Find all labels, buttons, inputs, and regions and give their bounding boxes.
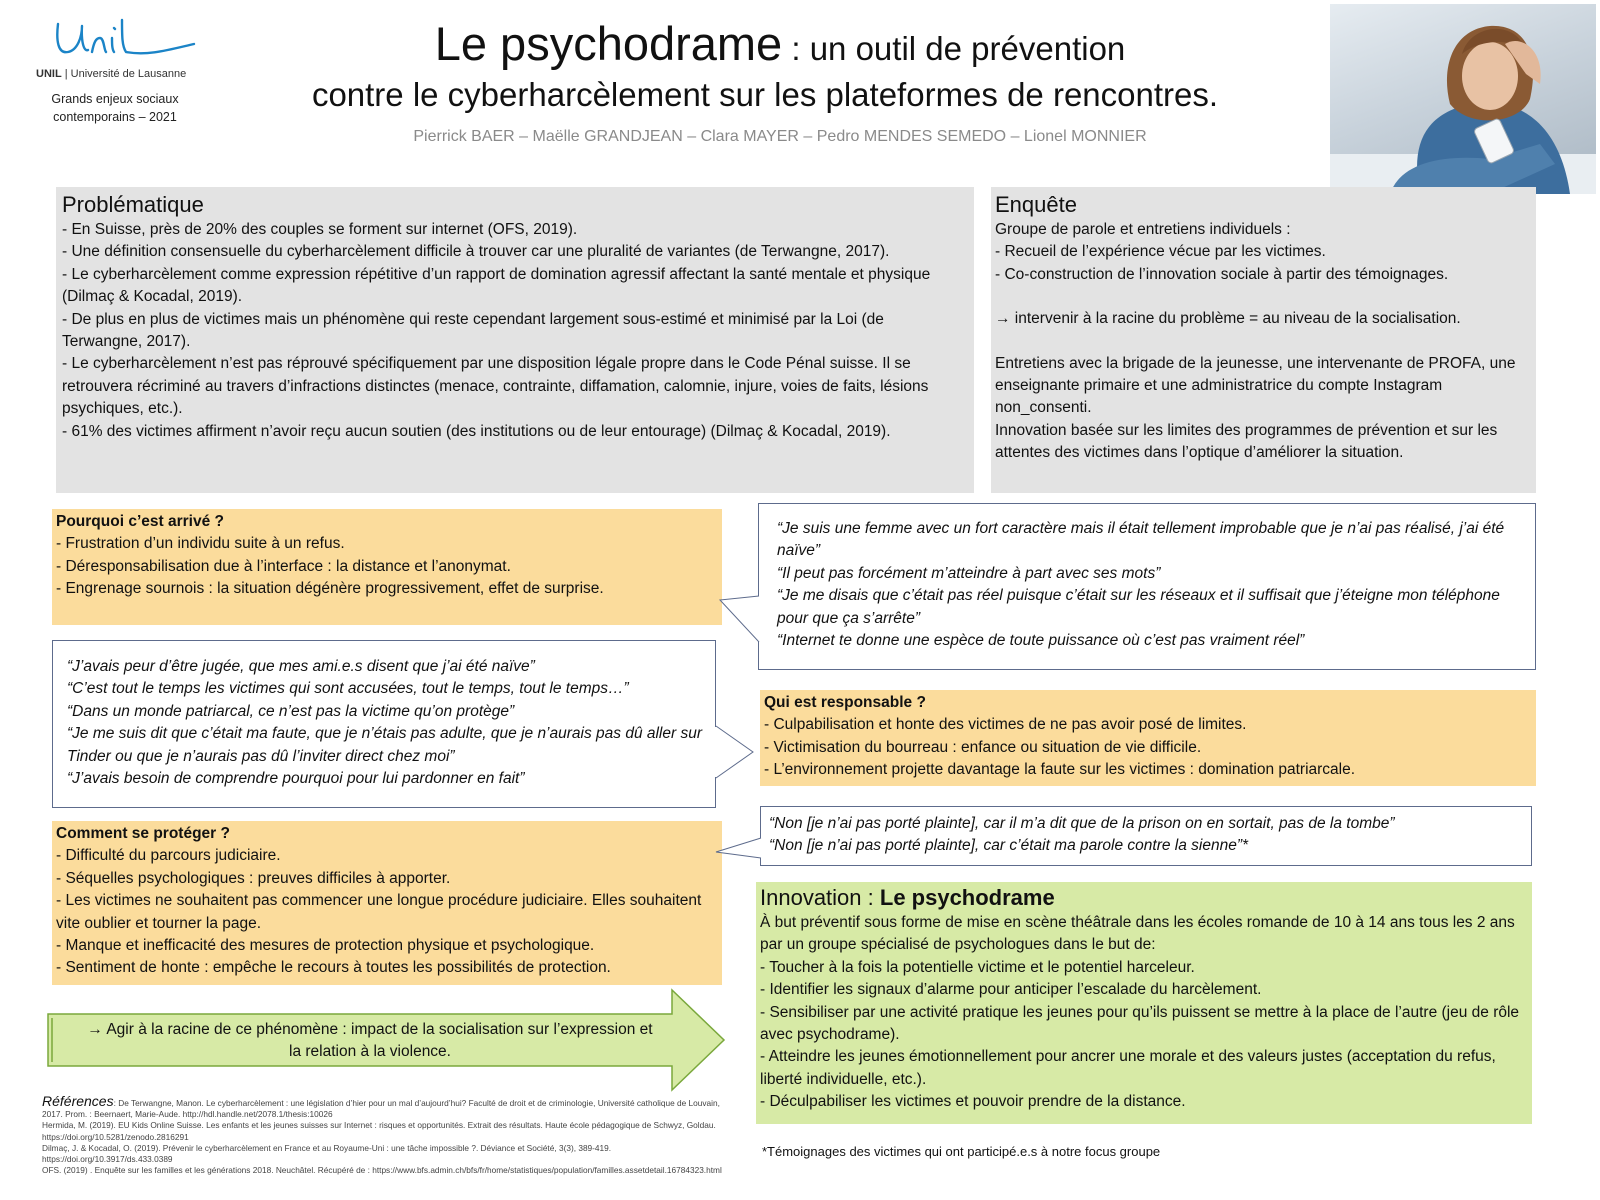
- enquete-heading: Enquête: [995, 192, 1077, 217]
- title-main: Le psychodrame: [434, 17, 783, 70]
- innovation-box: [756, 882, 1532, 1124]
- footnote: *Témoignages des victimes qui ont participé.e.s à notre focus groupe: [762, 1144, 1161, 1159]
- pourquoi-heading: Pourquoi c’est arrivé ?: [56, 513, 224, 530]
- unil-logo-mark: [48, 16, 198, 66]
- proteger-box: [52, 821, 722, 985]
- innovation-item: - Atteindre les jeunes émotionnellement pour ancrer une morale et des valeurs justes (acceptation du refus, liberté individuelle, etc.).: [760, 1048, 1496, 1088]
- quote-item: “C’est tout le temps les victimes qui sont accusées, tout le temps, tout le temps…”: [67, 680, 629, 698]
- pourquoi-item: - Déresponsabilisation due à l’interface : la distance et l’anonymat.: [56, 557, 511, 575]
- references-heading: Références: [42, 1093, 114, 1109]
- callout-pointer-3: [714, 834, 762, 864]
- reference-item: Dilmaç, J. & Kocadal, O. (2019). Prévenir le cyberharcèlement en France et au Royaume-Uni : une tâche impossible ?. Déviance et Société, 3(3), 389-419. https://doi.org/10.3917/ds.433.0389: [42, 1142, 612, 1165]
- course-line-1: Grands enjeux sociaux: [51, 92, 179, 106]
- unil-abbr: UNIL: [36, 68, 62, 80]
- quote-item: “Je suis une femme avec un fort caractère mais il était tellement improbable que je n’ai pas réalisé, j’ai été naïve”: [777, 520, 1505, 560]
- innovation-item: - Toucher à la fois la potentielle victime et le potentiel harceleur.: [760, 958, 1195, 976]
- problematique-item: - De plus en plus de victimes mais un phénomène qui reste cependant largement sous-estimé et minimisé par la Loi (de Terwangne, 2017).: [62, 310, 884, 351]
- responsable-item: - Victimisation du bourreau : enfance ou situation de vie difficile.: [764, 738, 1202, 756]
- pourquoi-box: [52, 509, 722, 625]
- quote-item: “Dans un monde patriarcal, ce n’est pas la victime qu’on protège”: [67, 702, 515, 720]
- unil-logo-text: [36, 68, 186, 80]
- unil-separator: |: [61, 68, 71, 80]
- quote-item: “J’avais besoin de comprendre pourquoi pour lui pardonner en fait”: [67, 770, 525, 788]
- enquete-arrow-line: → intervenir à la racine du problème = au niveau de la socialisation.: [995, 310, 1461, 328]
- proteger-item: - Séquelles psychologiques : preuves difficiles à apporter.: [56, 869, 451, 887]
- references: [42, 1093, 732, 1176]
- reference-item: : De Terwangne, Manon. Le cyberharcèlement : une législation d’hier pour un mal d’aujourd’hui? Faculté de droit et de criminologie, Université catholique de Louvain, 2017. Prom. : Beernaert, Marie-Aude. http://hdl.handle.net/2078.1/thesis:10026: [42, 1098, 720, 1120]
- problematique-item: - En Suisse, près de 20% des couples se forment sur internet (OFS, 2019).: [62, 221, 578, 238]
- quote-item: “Je me suis dit que c’était ma faute, que je n’étais pas adulte, que je n’aurais pas dû aller sur Tinder ou que je n’aurais pas dû l’inviter direct chez moi”: [67, 725, 703, 765]
- proteger-item: - Sentiment de honte : empêche le recours à toutes les possibilités de protection.: [56, 959, 611, 977]
- problematique-item: - Une définition consensuelle du cyberharcèlement difficile à trouver car une pluralité de variantes (de Terwangne, 2017).: [62, 243, 890, 261]
- unil-name: Université de Lausanne: [70, 68, 187, 80]
- title-rest: : un outil de prévention: [782, 30, 1126, 67]
- problematique-item: - Le cyberharcèlement comme expression répétitive d’un rapport de domination agressif affectant la santé mentale et physique (Dilmaç & Kocadal, 2019).: [62, 265, 931, 306]
- enquete-para-1: Entretiens avec la brigade de la jeunesse, une intervenante de PROFA, une enseignante primaire et une administratrice du compte Instagram non_consenti.: [995, 354, 1516, 417]
- callout-pointer-2: [715, 720, 755, 784]
- proteger-item: - Les victimes ne souhaitent pas commencer une longue procédure judiciaire. Elles souhaitent vite oublier et tourner la page.: [56, 892, 702, 932]
- proteger-item: - Difficulté du parcours judiciaire.: [56, 847, 281, 865]
- responsable-item: - Culpabilisation et honte des victimes de ne pas avoir posé de limites.: [764, 716, 1247, 734]
- callout-pointer-1: [718, 590, 760, 650]
- header-photo: [1330, 4, 1596, 194]
- quotes-box-left: [52, 640, 716, 808]
- quote-item: “Non [je n’ai pas porté plainte], car c’était ma parole contre la sienne”*: [769, 837, 1249, 855]
- proteger-heading: Comment se protéger ?: [56, 825, 230, 842]
- unil-logo: [48, 16, 198, 66]
- innovation-item: À but préventif sous forme de mise en scène théâtrale dans les écoles romande de 10 à 14 ans tous les 2 ans par un groupe spécialisé de psychologues dans le but de:: [760, 914, 1515, 954]
- course-line-2: contemporains – 2021: [53, 110, 177, 124]
- arrow-box-text: [60, 1019, 680, 1063]
- quote-item: “Non [je n’ai pas porté plainte], car il m’a dit que de la prison on en sortait, pas de la tombe”: [769, 815, 1395, 832]
- quote-item: “Internet te donne une espèce de toute puissance où c’est pas vraiment réel”: [777, 632, 1305, 650]
- innovation-heading-bold: Le psychodrame: [879, 885, 1055, 910]
- enquete-item: - Recueil de l’expérience vécue par les victimes.: [995, 243, 1326, 261]
- page-subtitle: contre le cyberharcèlement sur les plateformes de rencontres.: [311, 76, 1219, 113]
- quote-item: “Je me disais que c’était pas réel puisque c’était sur les réseaux et il suffisait que j’éteigne mon téléphone pour que ça s’arrête”: [777, 587, 1500, 627]
- course-label: [30, 90, 200, 126]
- responsable-heading: Qui est responsable ?: [764, 694, 926, 711]
- arrow-box-line-1: → Agir à la racine de ce phénomène : impact de la socialisation sur l’expression et: [87, 1021, 653, 1038]
- innovation-item: - Sensibiliser par une activité pratique les jeunes pour qu’ils puissent se mettre à la place de l’autre (jeu de rôle avec psychodrame).: [760, 1003, 1520, 1044]
- quote-item: “Il peut pas forcément m’atteindre à part avec ses mots”: [777, 564, 1161, 582]
- enquete-intro: Groupe de parole et entretiens individuels :: [995, 221, 1291, 238]
- pourquoi-item: - Frustration d’un individu suite à un refus.: [56, 535, 345, 553]
- problematique-box: [56, 187, 974, 493]
- enquete-para-2: Innovation basée sur les limites des programmes de prévention et sur les attentes des victimes dans l’optique d’améliorer la situation.: [995, 421, 1498, 462]
- innovation-item: - Déculpabiliser les victimes et pouvoir prendre de la distance.: [760, 1093, 1186, 1111]
- responsable-item: - L’environnement projette davantage la faute sur les victimes : domination patriarcale.: [764, 761, 1356, 779]
- proteger-item: - Manque et inefficacité des mesures de protection physique et psychologique.: [56, 937, 595, 955]
- innovation-item: - Identifier les signaux d’alarme pour anticiper l’escalade du harcèlement.: [760, 981, 1262, 999]
- quote-item: “J’avais peur d’être jugée, que mes ami.e.s disent que j’ai été naïve”: [67, 658, 535, 675]
- woman-with-phone-illustration: [1330, 4, 1596, 194]
- quotes-box-right-1: [758, 503, 1536, 670]
- enquete-box: [991, 187, 1536, 493]
- quotes-box-right-2: [760, 806, 1532, 866]
- page-title: [300, 16, 1260, 71]
- responsable-box: [760, 690, 1536, 786]
- reference-item: OFS. (2019) . Enquête sur les familles et les générations 2018. Neuchâtel. Récupéré de : https://www.bfs.admin.ch/bfs/fr/home/statistiques/population/familles.assetdetail.16784323.html: [42, 1165, 722, 1176]
- problematique-item: - 61% des victimes affirment n’avoir reçu aucun soutien (des institutions ou de leur entourage) (Dilmaç & Kocadal, 2019).: [62, 422, 891, 440]
- authors: Pierrick BAER – Maëlle GRANDJEAN – Clara MAYER – Pedro MENDES SEMEDO – Lionel MONNIER: [413, 128, 1147, 145]
- pourquoi-item: - Engrenage sournois : la situation dégénère progressivement, effet de surprise.: [56, 580, 604, 598]
- enquete-item: - Co-construction de l’innovation sociale à partir des témoignages.: [995, 265, 1449, 283]
- reference-item: Hermida, M. (2019). EU Kids Online Suisse. Les enfants et les jeunes suisses sur Internet : risques et opportunités. Extrait des résultats. Haute école pédagogique de Schwyz, Goldau. https://doi.org/10.5281/zenodo.2816291: [42, 1120, 716, 1142]
- innovation-heading: [760, 884, 1528, 912]
- innovation-heading-prefix: Innovation :: [760, 885, 880, 910]
- problematique-item: - Le cyberharcèlement n’est pas réprouvé spécifiquement par une disposition légale propre dans le Code Pénal suisse. Il se retrouvera récriminé au travers d’infractions distinctes (menace, contrainte, diffamation, calomnie, injure, voies de faits, lésions psychiques, etc.).: [62, 355, 929, 418]
- arrow-box-line-2: la relation à la violence.: [289, 1043, 451, 1060]
- problematique-heading: Problématique: [62, 192, 204, 217]
